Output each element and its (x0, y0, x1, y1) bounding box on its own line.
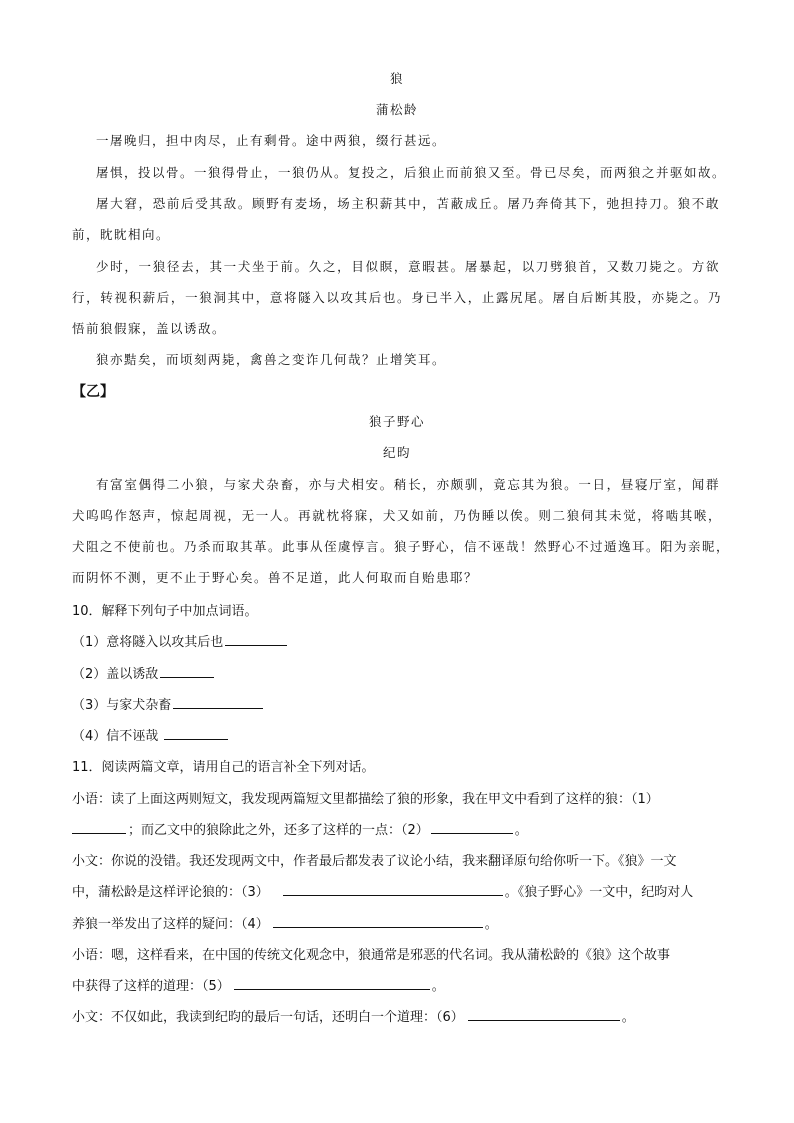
answer-blank[interactable] (234, 975, 430, 990)
answer-blank[interactable] (225, 631, 287, 646)
dialogue-text: 。 (514, 823, 528, 838)
dialogue-text: 。 (431, 979, 445, 994)
dialogue-line: 小文：你说的没错。我还发现两文中，作者最后都发表了议论小结，我来翻译原句给你听一下。《狼》一文 (72, 854, 677, 869)
passage-b-author: 纪昀 (382, 445, 411, 460)
passage-b-line: 犬呜呜作怒声，惊起周视，无一人。再就枕将寐，犬又如前，乃伪睡以俟。则二狼伺其未觉，将啮其喉， (72, 508, 722, 523)
question-10-item (72, 663, 216, 682)
question-10-stem: 10．解释下列句子中加点词语。 (72, 604, 258, 619)
passage-b-line: 犬阻之不使前也。乃杀而取其革。此事从侄虞惇言。狼子野心，信不诬哉！然野心不过遁逸耳。阳为亲昵， (72, 539, 731, 554)
dialogue-line: 小语：读了上面这两则短文，我发现两篇短文里都描绘了狼的形象，我在甲文中看到了这样的狼：（1） (72, 792, 659, 807)
answer-blank[interactable] (283, 881, 503, 896)
question-11-stem: 11．阅读两篇文章，请用自己的语言补全下列对话。 (72, 760, 375, 775)
question-10-item (72, 631, 289, 650)
dialogue-line (72, 881, 693, 900)
passage-a-line: 行，转视积薪后，一狼洞其中，意将隧入以攻其后也。身已半入，止露尻尾。屠自后断其股，亦毙之。乃 (72, 290, 722, 305)
answer-blank[interactable] (173, 694, 263, 709)
question-10-item (72, 694, 265, 713)
dialogue-text: 。《狼子野心》一文中，纪昀对人 (504, 885, 694, 900)
passage-a-title: 狼 (389, 71, 404, 86)
dialogue-text: 小文：不仅如此，我读到纪昀的最后一句话，还明白一个道理：（6） (72, 1010, 464, 1025)
answer-blank[interactable] (468, 1006, 620, 1021)
answer-blank[interactable] (72, 819, 126, 834)
dialogue-text: 。 (621, 1010, 635, 1025)
dialogue-text: 养狼一举发出了这样的疑问：（4） (72, 917, 269, 932)
dialogue-text: ；而乙文中的狼除此之外，还多了这样的一点：（2） (128, 823, 429, 838)
answer-blank[interactable] (431, 819, 513, 834)
answer-blank[interactable] (164, 725, 228, 740)
dialogue-line (72, 819, 528, 838)
passage-a-line: 屠大窘，恐前后受其敌。顾野有麦场，场主积薪其中，苫蔽成丘。屠乃奔倚其下，弛担持刀。狼不敢 (96, 196, 720, 211)
passage-a-line: 少时，一狼径去，其一犬坐于前。久之，目似瞑，意暇甚。屠暴起，以刀劈狼首，又数刀毙之。方欲 (96, 259, 720, 274)
passage-a-line: 狼亦黠矣，而顷刻两毙，禽兽之变诈几何哉？止增笑耳。 (96, 352, 447, 367)
question-10-item-text: （3）与家犬杂畜 (72, 698, 172, 713)
passage-a-line: 一屠晚归，担中肉尽，止有剩骨。途中两狼，缀行甚远。 (96, 133, 447, 148)
answer-blank[interactable] (160, 663, 214, 678)
question-10-item (72, 725, 230, 744)
question-10-item-text: （4）信不诬哉 (72, 729, 159, 744)
dialogue-text: 。 (484, 917, 498, 932)
passage-a-author: 蒲松龄 (375, 102, 418, 117)
dialogue-text: 中获得了这样的道理：（5） (72, 979, 230, 994)
passage-a-line: 屠惧，投以骨。一狼得骨止，一狼仍从。复投之，后狼止而前狼又至。骨已尽矣，而两狼之并驱如故。 (96, 165, 727, 180)
dialogue-line (72, 975, 445, 994)
dialogue-line: 小语：嗯，这样看来，在中国的传统文化观念中，狼通常是邪恶的代名词。我从蒲松龄的《狼》这个故事 (72, 948, 671, 963)
passage-b-line: 有富室偶得二小狼，与家犬杂畜，亦与犬相安。稍长，亦颇驯，竟忘其为狼。一日，昼寝厅室，闻群 (96, 477, 720, 492)
dialogue-text: 中，蒲松龄是这样评论狼的：（3） (72, 885, 269, 900)
answer-blank[interactable] (273, 913, 483, 928)
passage-a-line: 悟前狼假寐，盖以诱敌。 (72, 321, 227, 336)
question-10-item-text: （2）盖以诱敌 (72, 667, 159, 682)
passage-a-line: 前，眈眈相向。 (72, 227, 171, 242)
passage-b-title: 狼子野心 (368, 414, 425, 429)
question-10-item-text: （1）意将隧入以攻其后也 (72, 635, 224, 650)
dialogue-line (72, 913, 498, 932)
passage-b-line: 而阴怀不测，更不止于野心矣。兽不足道，此人何取而自贻患耶？ (72, 570, 479, 585)
section-b-label: 【乙】 (72, 384, 114, 400)
dialogue-line (72, 1006, 635, 1025)
